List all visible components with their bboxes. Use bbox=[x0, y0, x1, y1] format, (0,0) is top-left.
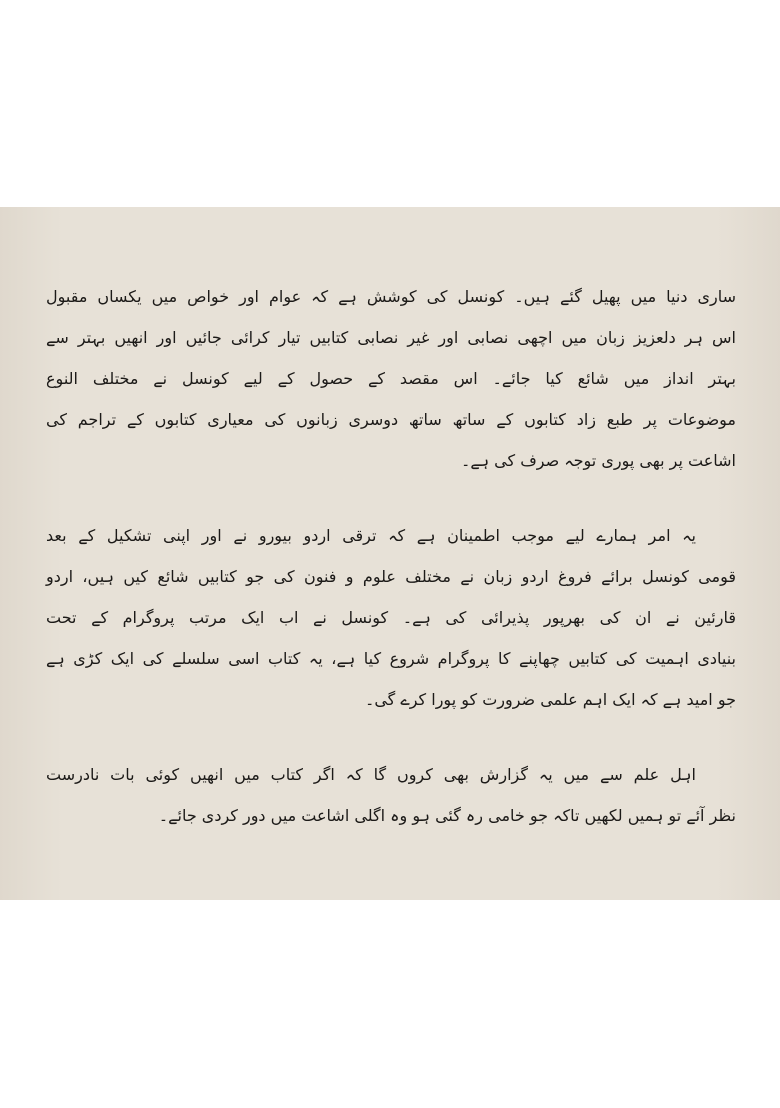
text-line: موضوعات پر طبع زاد کتابوں کے ساتھ ساتھ دوسری زبانوں کی معیاری کتابوں کے تراجم کی bbox=[46, 410, 736, 429]
text-line: جو امید ہے کہ ایک اہم علمی ضرورت کو پورا کرے گی۔ bbox=[364, 690, 736, 709]
text-line: قارئین نے ان کی بھرپور پذیرائی کی ہے۔ کونسل نے اب ایک مرتب پروگرام کے تحت bbox=[46, 608, 736, 627]
paragraph bbox=[46, 515, 736, 720]
text-line: بہتر انداز میں شائع کیا جائے۔ اس مقصد کے حصول کے لیے کونسل نے مختلف النوع bbox=[46, 369, 736, 388]
text-line: یہ امر ہمارے لیے موجب اطمینان ہے کہ ترقی اردو بیورو نے اور اپنی تشکیل کے بعد bbox=[46, 526, 696, 545]
text-line: نظر آئے تو ہمیں لکھیں تاکہ جو خامی رہ گئی ہو وہ اگلی اشاعت میں دور کردی جائے۔ bbox=[158, 806, 736, 825]
paragraph bbox=[46, 754, 736, 836]
text-line: قومی کونسل برائے فروغ اردو زبان نے مختلف علوم و فنون کی جو کتابیں شائع کیں ہیں، اردو bbox=[46, 567, 736, 586]
text-line: اہل علم سے میں یہ گزارش بھی کروں گا کہ اگر کتاب میں انھیں کوئی بات نادرست bbox=[46, 765, 696, 784]
paragraph bbox=[46, 276, 736, 481]
text-line: اشاعت پر بھی پوری توجہ صرف کی ہے۔ bbox=[460, 451, 736, 470]
text-line: بنیادی اہمیت کی کتابیں چھاپنے کا پروگرام شروع کیا ہے، یہ کتاب اسی سلسلے کی ایک کڑی ہے bbox=[46, 649, 736, 668]
text-line: ساری دنیا میں پھیل گئے ہیں۔ کونسل کی کوشش ہے کہ عوام اور خواص میں یکساں مقبول bbox=[46, 287, 736, 306]
text-line: اس ہر دلعزیز زبان میں اچھی نصابی اور غیر نصابی کتابیں تیار کرائی جائیں اور انھیں بہتر سے bbox=[46, 328, 736, 347]
body-text bbox=[46, 276, 736, 836]
